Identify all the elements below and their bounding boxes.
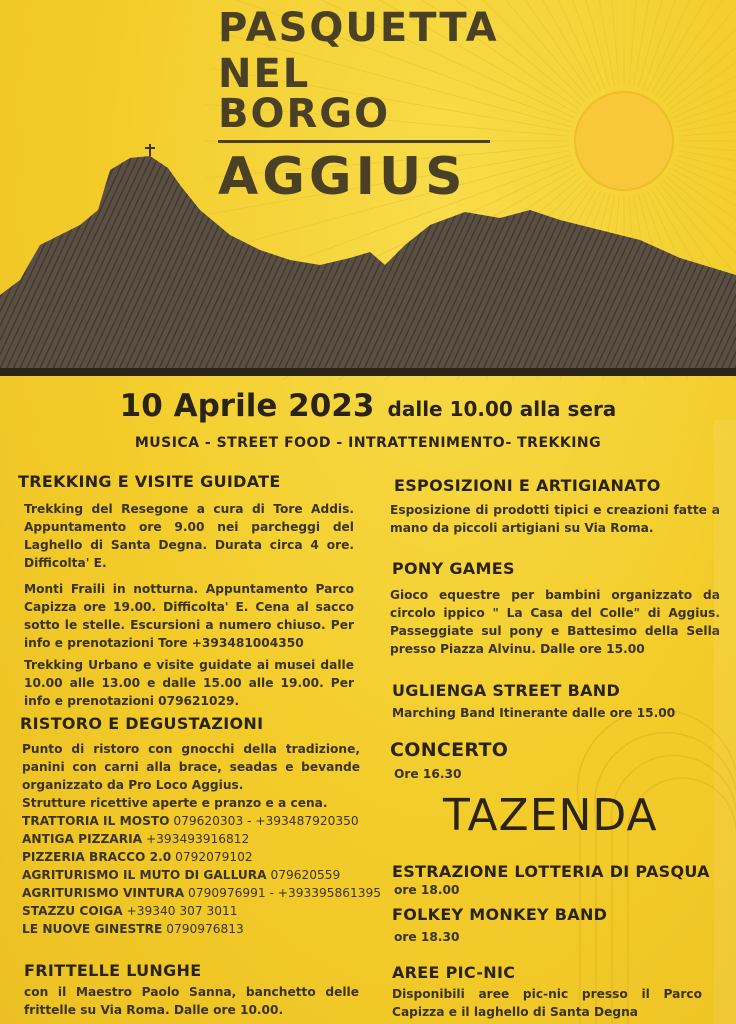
sun-ray <box>679 104 736 136</box>
venue-item <box>22 866 367 884</box>
pony-heading: PONY GAMES <box>392 559 515 578</box>
sun-ray <box>551 0 614 87</box>
venue-name: AGRITURISMO IL MUTO DI GALLURA <box>22 868 267 882</box>
sun-ray <box>659 0 736 99</box>
esposizioni-paragraph: Esposizione di prodotti tipici e creazioni fatte a mano da piccoli artigiani su Via Roma. <box>390 503 720 535</box>
venue-item <box>22 830 367 848</box>
venue-name: PIZZERIA BRACCO 2.0 <box>22 850 172 864</box>
venue-item <box>22 920 367 938</box>
folkey-heading: FOLKEY MONKEY BAND <box>392 905 608 924</box>
sun-ray <box>666 0 736 106</box>
venue-item <box>22 812 367 830</box>
picnic-paragraph: Disponibili aree pic-nic presso il Parco Capizza e il laghello di Santa Degna <box>392 987 702 1019</box>
venue-name: AGRITURISMO VINTURA <box>22 886 185 900</box>
concerto-heading: CONCERTO <box>390 739 509 761</box>
venue-phone: 0792079102 <box>171 850 253 864</box>
date-main: 10 Aprile 2023 <box>119 388 375 424</box>
ristoro-paragraph-2: Strutture ricettive aperte e pranzo e a cena. <box>22 796 328 810</box>
tagline: MUSICA - STREET FOOD - INTRATTENIMENTO- TREKKING <box>134 435 602 451</box>
trekking-paragraph-1: Trekking del Resegone a cura di Tore Addis. Appuntamento ore 9.00 nei parcheggi del Laghello di Santa Degna. Durata circa 4 ore. Difficolta' E. <box>24 502 354 570</box>
trekking-heading: TREKKING E VISITE GUIDATE <box>18 472 281 491</box>
sun-ray <box>634 0 697 87</box>
concerto-artist: TAZENDA <box>443 790 658 841</box>
picnic-heading: AREE PIC-NIC <box>392 963 516 982</box>
mountain-illustration <box>0 140 736 380</box>
band-paragraph: Marching Band Itinerante dalle ore 15.00 <box>392 706 676 720</box>
band-heading: UGLIENGA STREET BAND <box>392 681 621 700</box>
lotteria-heading: ESTRAZIONE LOTTERIA DI PASQUA <box>392 862 710 881</box>
date-hours: dalle 10.00 alla sera <box>387 397 617 421</box>
frittelle-paragraph: con il Maestro Paolo Sanna, banchetto delle frittelle su Via Roma. Dalle ore 10.00. <box>24 985 359 1017</box>
lotteria-time: ore 18.00 <box>394 883 460 897</box>
venue-item <box>22 884 382 902</box>
frittelle-heading: FRITTELLE LUNGHE <box>24 961 202 980</box>
paper-fold <box>714 420 736 1024</box>
venue-item <box>22 848 367 866</box>
venue-list <box>22 812 382 938</box>
section-trekking <box>18 472 363 491</box>
sun-ray <box>652 0 736 93</box>
venue-item <box>22 902 367 920</box>
title-line-1: PASQUETTA <box>218 5 499 51</box>
venue-name: ANTIGA PIZZARIA <box>22 832 143 846</box>
venue-name: STAZZU COIGA <box>22 904 123 918</box>
venue-name: LE NUOVE GINESTRE <box>22 922 163 936</box>
ristoro-paragraph-1: Punto di ristoro con gnocchi della tradizione, panini con carni alla brace, seadas e bevande organizzato da Pro Loco Aggius. <box>22 742 360 792</box>
venue-phone: +39340 307 3011 <box>122 904 238 918</box>
title-line-2: NEL BORGO <box>218 54 490 143</box>
ristoro-heading: RISTORO E DEGUSTAZIONI <box>20 714 264 733</box>
pony-paragraph: Gioco equestre per bambini organizzato da circolo ippico " La Casa del Colle" di Aggius. Passeggiate sul pony e Battesimo della Sella presso Piazza Alvinu. Dalle ore 15.00 <box>390 588 720 656</box>
esposizioni-heading: ESPOSIZIONI E ARTIGIANATO <box>394 476 661 495</box>
trekking-paragraph-3: Trekking Urbano e visite guidate ai musei dalle 10.00 alle 13.00 e dalle 15.00 alle 19.00. Per info e prenotazioni 079621029. <box>24 658 354 708</box>
venue-phone: 0790976991 - +393395861395 <box>184 886 382 900</box>
folkey-time: ore 18.30 <box>394 930 460 944</box>
venue-phone: 079620559 <box>266 868 341 882</box>
event-date <box>0 388 736 424</box>
title-line-3: AGGIUS <box>218 147 467 207</box>
concerto-time: Ore 16.30 <box>394 767 462 781</box>
trekking-paragraph-2: Monti Fraili in notturna. Appuntamento Parco Capizza ore 19.00. Difficolta' E. Cena al sacco sotto le stelle. Escursioni a numero chiuso. Per info e prenotazioni Tore +393481004350 <box>24 582 354 650</box>
venue-name: TRATTORIA IL MOSTO <box>22 814 170 828</box>
venue-phone: +393493916812 <box>142 832 250 846</box>
venue-phone: 0790976813 <box>162 922 244 936</box>
venue-phone: 079620303 - +393487920350 <box>169 814 359 828</box>
